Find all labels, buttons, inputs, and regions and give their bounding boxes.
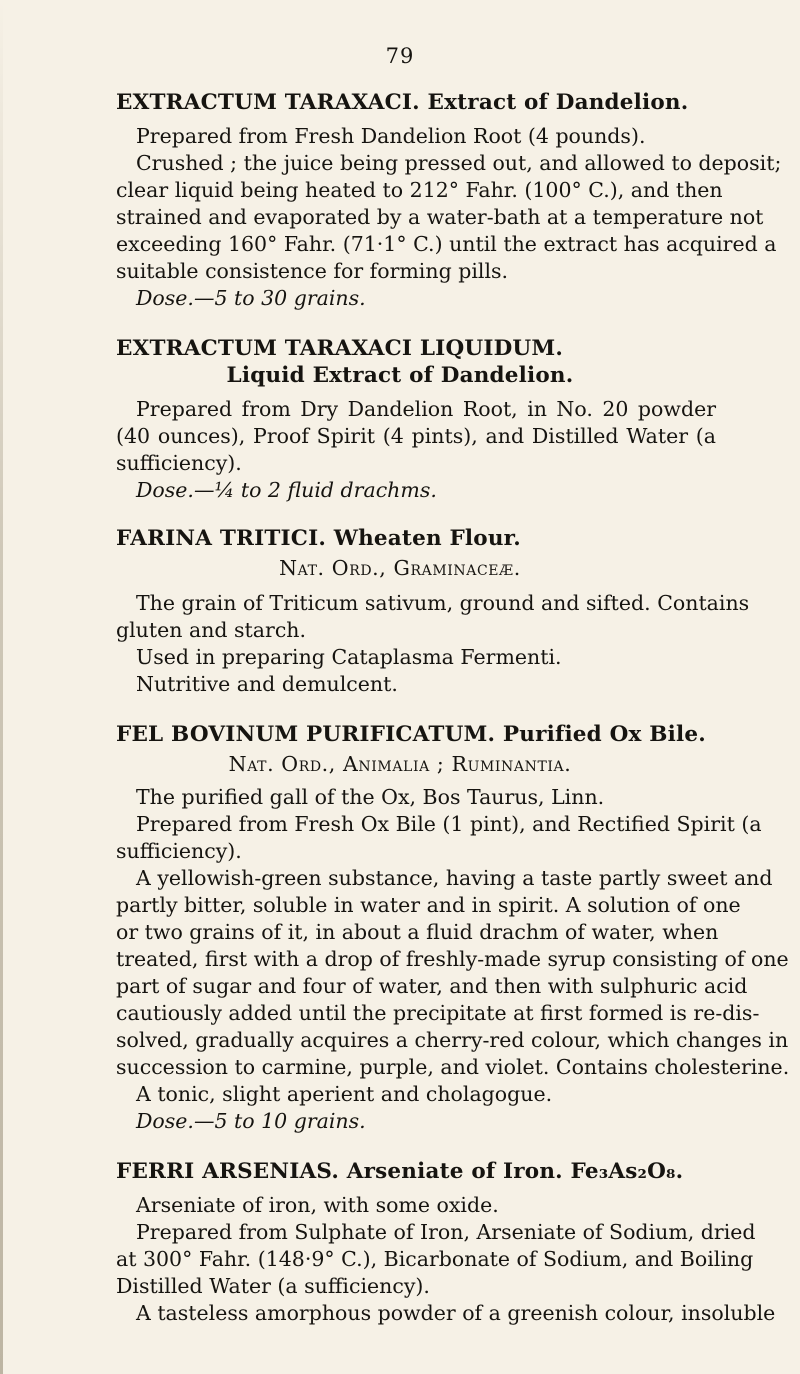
body-line: Prepared from Fresh Ox Bile (1 pint), and Rectified Spirit (a	[136, 812, 762, 836]
body-line: solved, gradually acquires a cherry-red colour, which changes in	[116, 1028, 789, 1052]
entry-heading-fel-bovinum: FEL BOVINUM PURIFICATUM. Purified Ox Bile.	[116, 722, 706, 747]
body-line: Nutritive and demulcent.	[136, 672, 398, 696]
body-line: at 300° Fahr. (148·9° C.), Bicarbonate of Sodium, and Boiling	[116, 1247, 754, 1271]
body-line: The purified gall of the Ox, Bos Taurus, Linn.	[136, 785, 605, 809]
body-line: exceeding 160° Fahr. (71·1° C.) until the extract has acquired a	[116, 232, 777, 256]
natural-order-line: Nat. Ord., Graminaceæ.	[279, 556, 521, 580]
body-line: partly bitter, soluble in water and in spirit. A solution of one	[116, 893, 741, 917]
natural-order-line: Nat. Ord., Animalia ; Ruminantia.	[228, 752, 572, 776]
body-line: Prepared from Dry Dandelion Root, in No. 20 powder	[136, 397, 716, 421]
body-line: A yellowish-green substance, having a taste partly sweet and	[136, 866, 773, 890]
dose-line: Dose.—5 to 30 grains.	[136, 286, 366, 310]
entry-subheading: Liquid Extract of Dandelion.	[226, 363, 574, 388]
body-line: cautiously added until the precipitate at first formed is re-dis-	[116, 1001, 760, 1025]
page-gutter-shadow	[0, 0, 3, 1374]
entry-heading-extractum-taraxaci-liquidum: EXTRACTUM TARAXACI LIQUIDUM.	[116, 336, 564, 361]
body-line: succession to carmine, purple, and violet. Contains cholesterine.	[116, 1055, 790, 1079]
dose-line: Dose.—5 to 10 grains.	[136, 1109, 366, 1133]
body-line: (40 ounces), Proof Spirit (4 pints), and Distilled Water (a	[116, 424, 716, 448]
entry-heading-extractum-taraxaci: EXTRACTUM TARAXACI. Extract of Dandelion.	[116, 90, 689, 115]
entry-heading-farina-tritici: FARINA TRITICI. Wheaten Flour.	[116, 526, 521, 551]
body-line: treated, first with a drop of freshly-made syrup consisting of one	[116, 947, 789, 971]
body-line: Prepared from Fresh Dandelion Root (4 pounds).	[136, 124, 646, 148]
body-line: A tasteless amorphous powder of a greenish colour, insoluble	[136, 1301, 776, 1325]
body-line: Crushed ; the juice being pressed out, and allowed to deposit;	[136, 151, 782, 175]
body-line: suitable consistence for forming pills.	[116, 259, 509, 283]
page-number: 79	[385, 44, 415, 68]
entry-heading-ferri-arsenias: FERRI ARSENIAS. Arseniate of Iron. Fe₃As₂O₈.	[116, 1159, 684, 1184]
body-line: Distilled Water (a sufficiency).	[116, 1274, 430, 1298]
body-line: Prepared from Sulphate of Iron, Arseniate of Sodium, dried	[136, 1220, 756, 1244]
body-line: Used in preparing Cataplasma Fermenti.	[136, 645, 562, 669]
body-line: sufficiency).	[116, 839, 242, 863]
body-line: Arseniate of iron, with some oxide.	[136, 1193, 499, 1217]
body-line: A tonic, slight aperient and cholagogue.	[136, 1082, 553, 1106]
body-line: sufficiency).	[116, 451, 242, 475]
body-line: gluten and starch.	[116, 618, 307, 642]
body-line: or two grains of it, in about a fluid drachm of water, when	[116, 920, 719, 944]
body-line: strained and evaporated by a water-bath at a temperature not	[116, 205, 764, 229]
body-line: The grain of Triticum sativum, ground and sifted. Contains	[136, 591, 750, 615]
dose-line: Dose.—¼ to 2 fluid drachms.	[136, 478, 437, 502]
body-line: clear liquid being heated to 212° Fahr. (100° C.), and then	[116, 178, 723, 202]
body-line: part of sugar and four of water, and then with sulphuric acid	[116, 974, 748, 998]
